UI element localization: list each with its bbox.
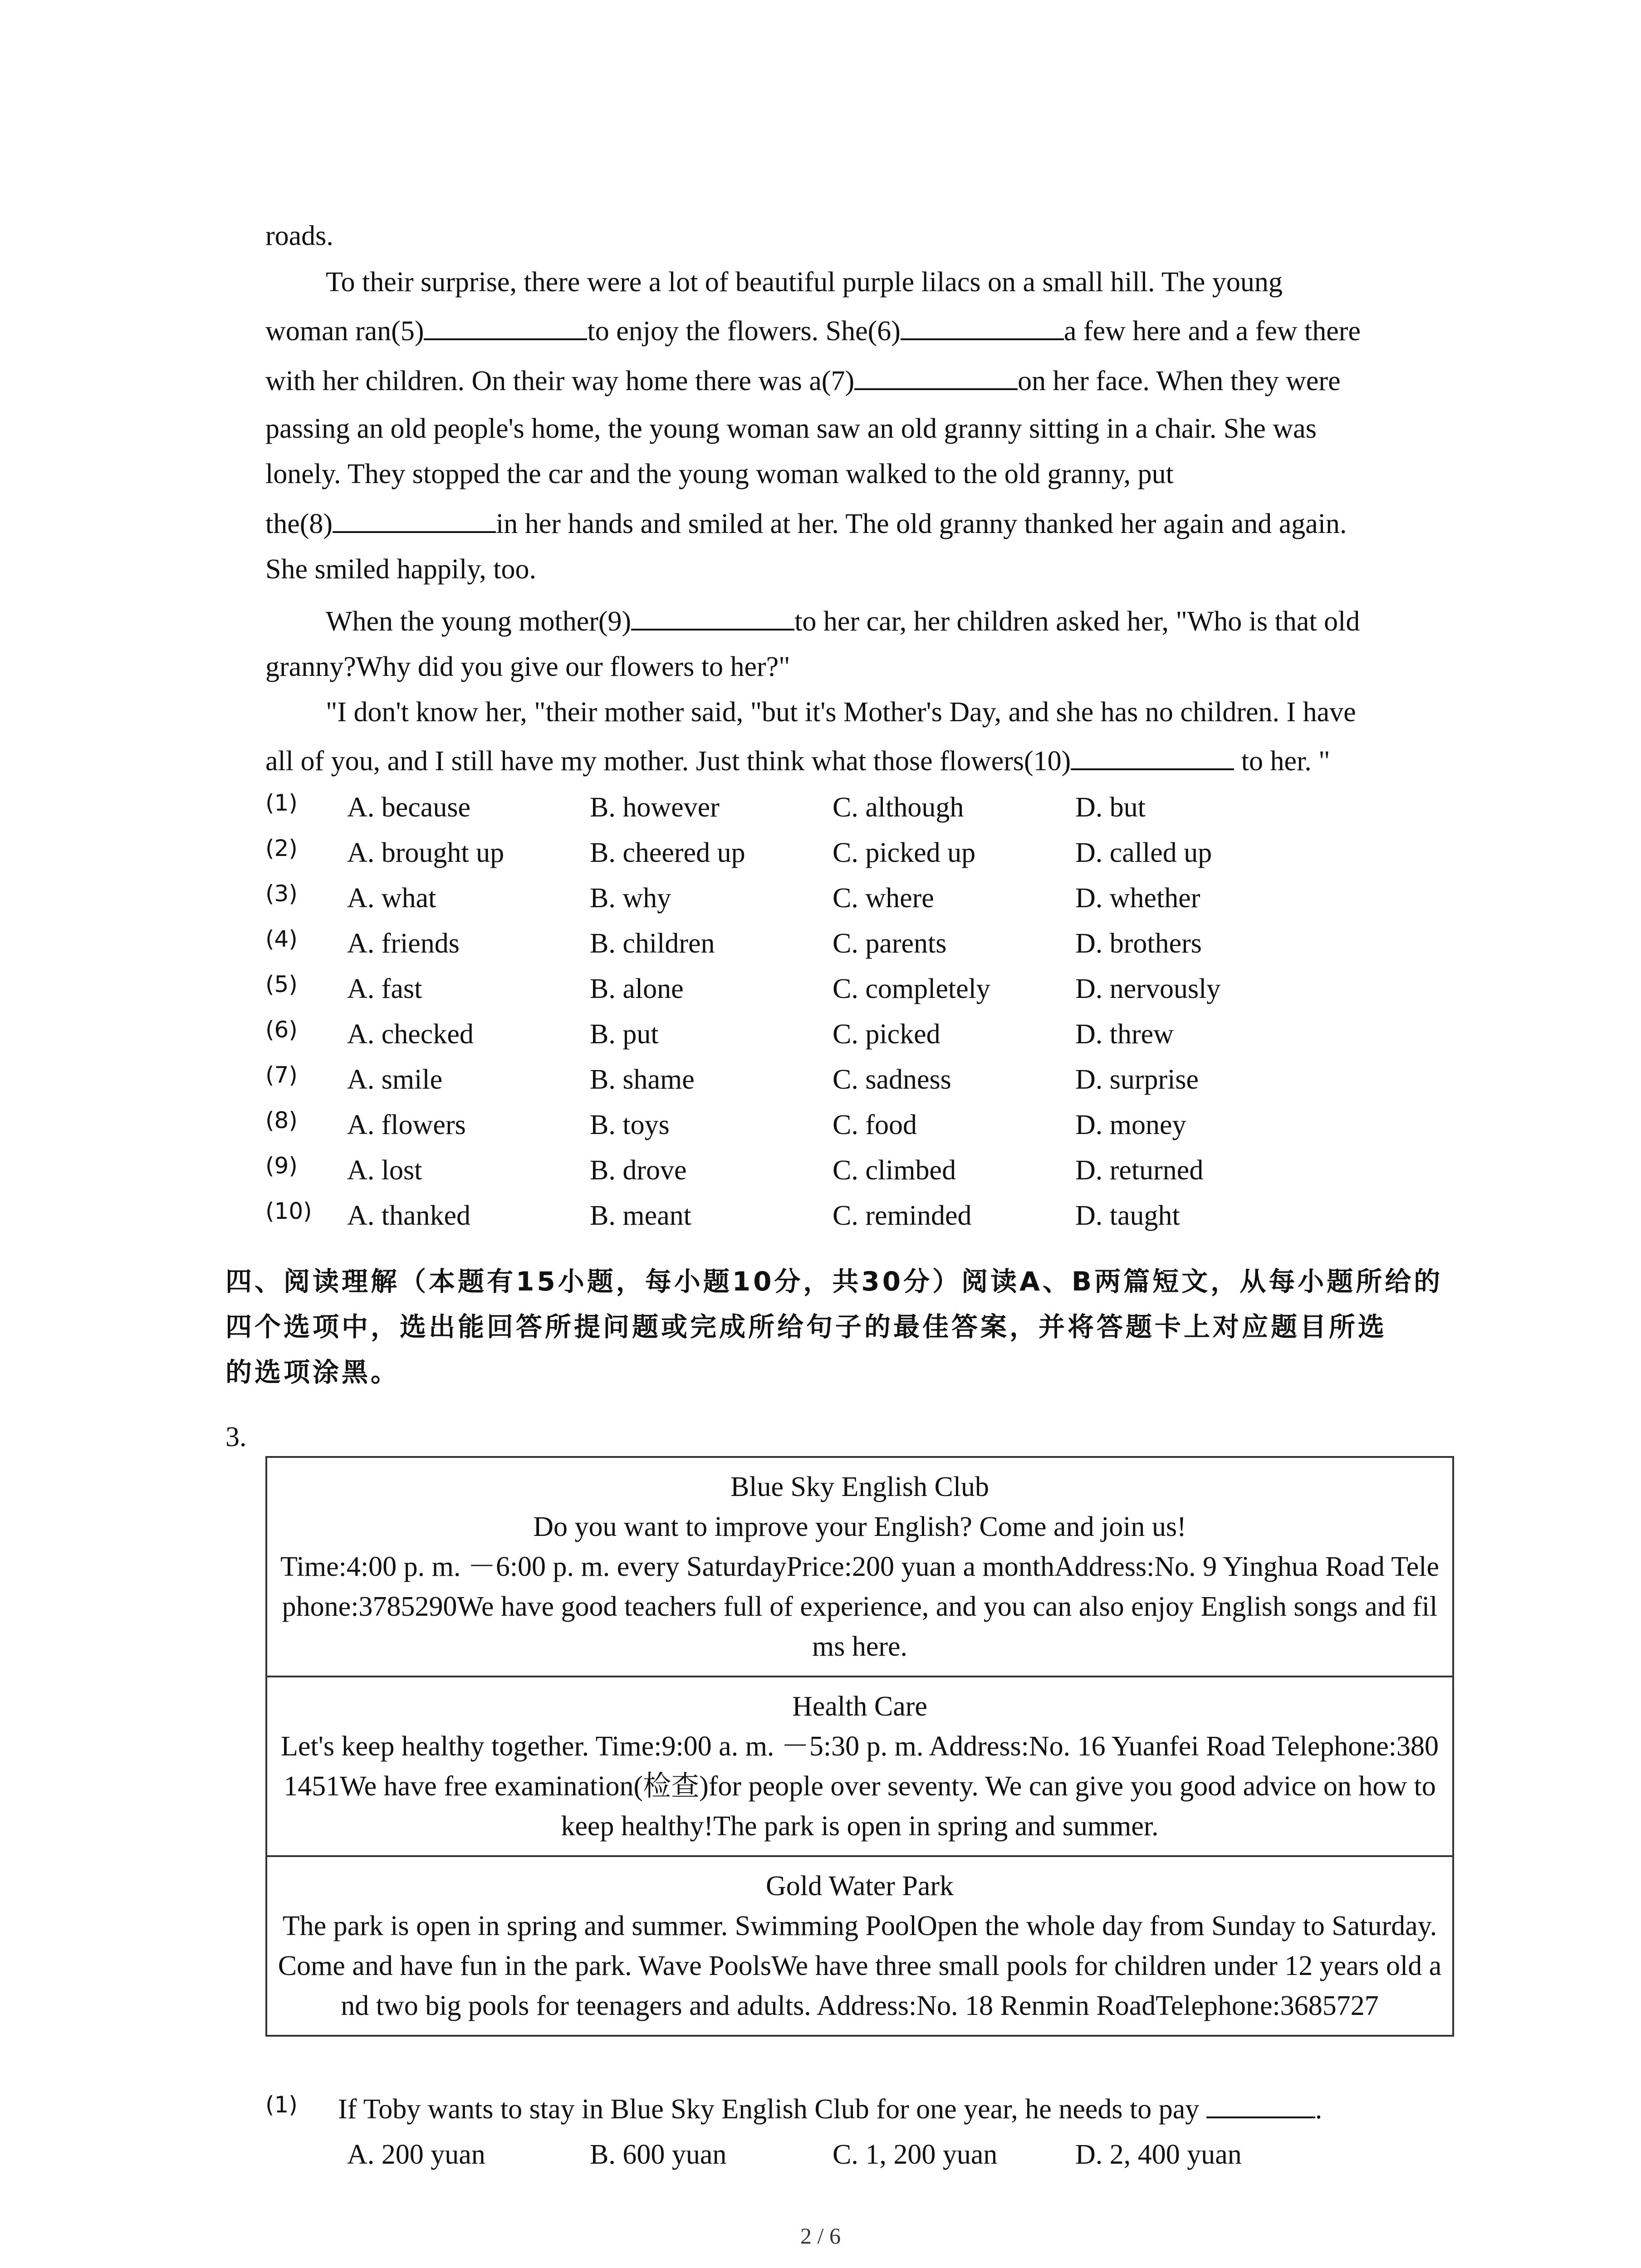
option-row (265, 830, 1490, 875)
option-number: (2) (265, 835, 298, 861)
option-a[interactable]: A. flowers (347, 1110, 466, 1140)
passage-line: granny?Why did you give our flowers to her?" (265, 651, 790, 682)
option-c[interactable]: C. climbed (833, 1155, 956, 1186)
blank-6[interactable] (901, 310, 1064, 340)
ad-blue-sky-english-club (267, 1458, 1452, 1677)
option-c[interactable]: C. although (833, 792, 964, 823)
option-row (265, 1148, 1490, 1193)
option-number: (1) (265, 790, 298, 816)
ad-body: Time:4:00 p. m. －6:00 p. m. every SaturdayPrice:200 yuan a monthAddress:No. 9 Yinghua Road Telephone:3785290We have good teachers full of experience, and you can also enjoy English songs and films here. (280, 1551, 1440, 1662)
option-row (265, 785, 1490, 830)
option-d[interactable]: D. 2, 400 yuan (1075, 2139, 1242, 2170)
ad-title: Health Care (792, 1691, 927, 1722)
option-d[interactable]: D. but (1075, 792, 1146, 823)
option-a[interactable]: A. brought up (347, 837, 505, 868)
passage-line: woman ran(5) to enjoy the flowers. She(6) a few here and a few there (265, 308, 1454, 354)
ads-table (265, 1456, 1454, 2037)
option-c[interactable]: C. 1, 200 yuan (833, 2139, 998, 2170)
option-b[interactable]: B. meant (590, 1200, 691, 1231)
blank-10[interactable] (1071, 740, 1234, 770)
option-number: (5) (265, 971, 298, 997)
option-b[interactable]: B. toys (590, 1110, 670, 1140)
option-row (265, 1102, 1490, 1148)
passage-line: She smiled happily, too. (265, 554, 536, 585)
option-c[interactable]: C. food (833, 1110, 917, 1140)
option-row (265, 875, 1490, 921)
option-row (265, 1057, 1490, 1102)
answer-blank[interactable] (1206, 2088, 1315, 2118)
option-number: (10) (265, 1198, 312, 1224)
page-number: 2 / 6 (800, 2223, 841, 2248)
option-b[interactable]: B. drove (590, 1155, 687, 1186)
section-heading: 四、阅读理解（本题有15小题，每小题10分，共30分）阅读A、B两篇短文，从每小题所给的 (225, 1266, 1443, 1297)
ad-body: Let's keep healthy together. Time:9:00 a. m. －5:30 p. m. Address:No. 16 Yuanfei Road Telephone:3801451We have free examination(检查)for people over seventy. We can give you good advice on how to keep healthy!The park is open in spring and summer. (281, 1731, 1439, 1842)
option-a[interactable]: A. lost (347, 1155, 422, 1186)
blank-8[interactable] (333, 503, 496, 533)
option-a[interactable]: A. checked (347, 1019, 474, 1050)
option-number: (7) (265, 1062, 298, 1088)
option-a[interactable]: A. thanked (347, 1200, 471, 1231)
option-b[interactable]: B. however (590, 792, 720, 823)
blank-9[interactable] (631, 601, 794, 631)
option-number: (3) (265, 880, 298, 907)
option-row (265, 921, 1490, 966)
passage-line: passing an old people's home, the young woman saw an old granny sitting in a chair. She was (265, 413, 1317, 444)
question-stem: If Toby wants to stay in Blue Sky English Club for one year, he needs to pay . (338, 2087, 1322, 2132)
option-row (265, 1012, 1490, 1057)
option-d[interactable]: D. nervously (1075, 973, 1221, 1004)
option-a[interactable]: A. smile (347, 1064, 443, 1095)
option-c[interactable]: C. parents (833, 928, 947, 959)
option-a[interactable]: A. because (347, 792, 470, 823)
option-d[interactable]: D. called up (1075, 837, 1212, 868)
passage-line: with her children. On their way home there was a(7) on her face. When they were (265, 358, 1454, 404)
option-b[interactable]: B. 600 yuan (590, 2139, 727, 2170)
section-heading: 四个选项中，选出能回答所提问题或完成所给句子的最佳答案，并将答题卡上对应题目所选 (225, 1311, 1387, 1342)
option-c[interactable]: C. completely (833, 973, 990, 1004)
option-d[interactable]: D. whether (1075, 883, 1200, 914)
ad-health-care (267, 1677, 1452, 1857)
option-number: (4) (265, 926, 298, 952)
option-c[interactable]: C. reminded (833, 1200, 972, 1231)
blank-7[interactable] (854, 360, 1018, 390)
option-row (265, 966, 1490, 1012)
option-b[interactable]: B. why (590, 883, 671, 914)
option-number: (6) (265, 1017, 298, 1043)
passage-line: lonely. They stopped the car and the young woman walked to the old granny, put (265, 459, 1174, 489)
option-a[interactable]: A. fast (347, 973, 422, 1004)
passage-line: the(8) in her hands and smiled at her. The old granny thanked her again and again. (265, 501, 1454, 547)
option-d[interactable]: D. taught (1075, 1200, 1180, 1231)
option-d[interactable]: D. threw (1075, 1019, 1174, 1050)
option-row (265, 2132, 1490, 2177)
option-d[interactable]: D. returned (1075, 1155, 1204, 1186)
passage-line: roads. (265, 220, 333, 251)
question-number: 3. (225, 1422, 247, 1452)
option-c[interactable]: C. where (833, 883, 934, 914)
passage-line: When the young mother(9) to her car, her children asked her, "Who is that old (326, 599, 1514, 644)
ad-title: Gold Water Park (766, 1871, 954, 1901)
option-a[interactable]: A. 200 yuan (347, 2139, 485, 2170)
option-c[interactable]: C. picked up (833, 837, 976, 868)
passage-line: To their surprise, there were a lot of beautiful purple lilacs on a small hill. The young (326, 267, 1283, 298)
option-c[interactable]: C. sadness (833, 1064, 951, 1095)
ad-gold-water-park (267, 1857, 1452, 2035)
option-a[interactable]: A. what (347, 883, 436, 914)
blank-5[interactable] (424, 310, 587, 340)
section-heading: 的选项涂黑。 (225, 1357, 400, 1388)
option-number: (8) (265, 1107, 298, 1134)
option-d[interactable]: D. surprise (1075, 1064, 1199, 1095)
ad-subtitle: Do you want to improve your English? Come and join us! (533, 1511, 1186, 1542)
ad-body: The park is open in spring and summer. Swimming PoolOpen the whole day from Sunday to Saturday. Come and have fun in the park. Wave PoolsWe have three small pools for children under 12 years old and two big pools for teenagers and adults. Address:No. 18 Renmin RoadTelephone:3685727 (278, 1911, 1442, 2021)
option-number: (9) (265, 1153, 298, 1179)
passage-line: all of you, and I still have my mother. Just think what those flowers(10) to her. " (265, 738, 1454, 784)
option-d[interactable]: D. brothers (1075, 928, 1202, 959)
option-row (265, 1193, 1490, 1238)
option-a[interactable]: A. friends (347, 928, 460, 959)
option-b[interactable]: B. shame (590, 1064, 695, 1095)
question-item-number: (1) (265, 2092, 298, 2118)
ad-title: Blue Sky English Club (730, 1471, 989, 1502)
option-b[interactable]: B. put (590, 1019, 659, 1050)
option-c[interactable]: C. picked (833, 1019, 941, 1050)
option-d[interactable]: D. money (1075, 1110, 1186, 1140)
passage-line: "I don't know her, "their mother said, "but it's Mother's Day, and she has no children. I have (326, 697, 1356, 728)
option-b[interactable]: B. children (590, 928, 715, 959)
option-b[interactable]: B. alone (590, 973, 684, 1004)
option-b[interactable]: B. cheered up (590, 837, 745, 868)
